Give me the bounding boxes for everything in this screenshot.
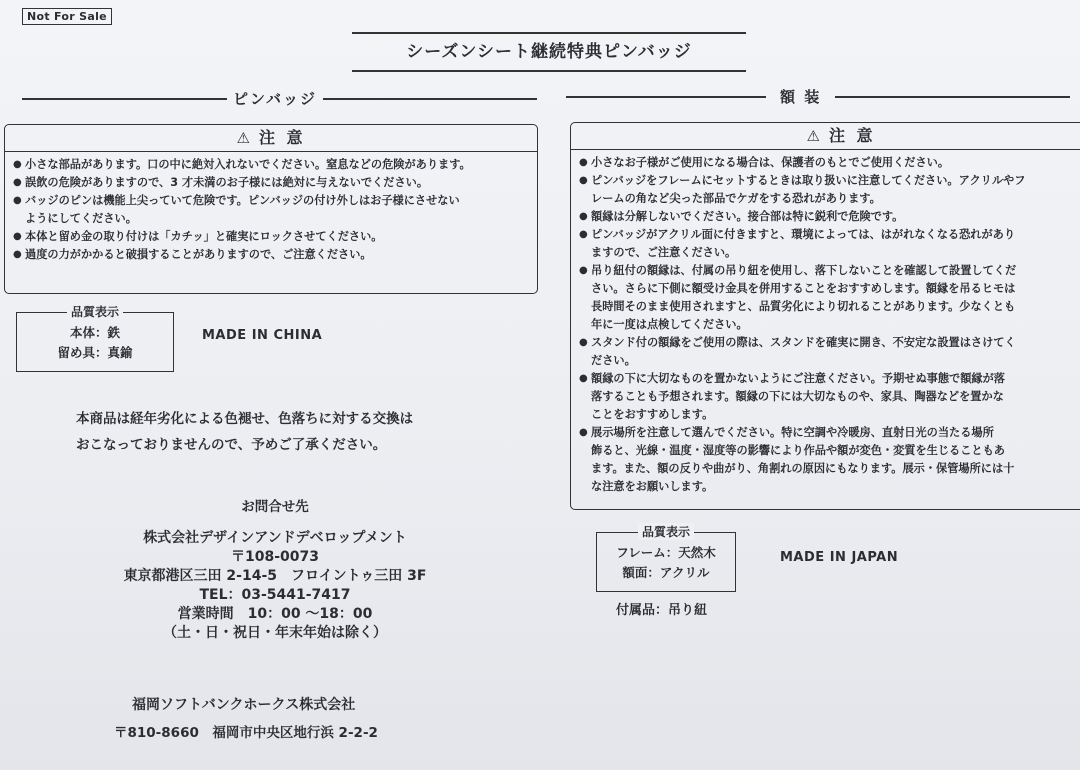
caution-item: ● 小さな部品があります。口の中に絶対入れないでください。窒息などの危険があります。 xyxy=(13,156,537,174)
frame-section-heading xyxy=(566,86,1070,107)
caution-item: ● 本体と留め金の取り付けは「カチッ」と確実にロックさせてください。 xyxy=(13,228,537,246)
caution-item-continued: ださい。 xyxy=(591,354,636,367)
caution-item: ● バッジのピンは機能上尖っていて危険です。ピンバッジの付け外しはお子様にさせない xyxy=(13,192,537,210)
caution-item-continued: ようにしてください。 xyxy=(25,212,137,225)
quality-label: 品質表示 xyxy=(67,303,123,320)
contact-heading: お問合せ先 xyxy=(241,499,309,515)
organization-name: 福岡ソフトバンクホークス株式会社 xyxy=(132,697,356,713)
caution-item-continued: ます。また、額の反りや曲がり、角割れの原因にもなります。展示・保管場所には十 xyxy=(591,462,1015,475)
section-heading-text: 額 装 xyxy=(780,88,822,106)
caution-item-continued: ことをおすすめします。 xyxy=(591,408,714,421)
contact-address: 東京都港区三田 2-14-5 フロイントゥ三田 3F xyxy=(123,568,427,584)
caution-item-continued: レームの角など尖った部品でケガをする恐れがあります。 xyxy=(591,192,881,205)
heading-rule xyxy=(22,98,227,100)
caution-item: ● 展示場所を注意して選んでください。特に空調や冷暖房、直射日光の当たる場所 xyxy=(579,424,1080,442)
caution-item: ● ピンバッジがアクリル面に付きますと、環境によっては、はがれなくなる恐れがあり xyxy=(579,226,1080,244)
warning-icon: ⚠ xyxy=(236,129,253,147)
made-in-label: MADE IN JAPAN xyxy=(780,550,899,565)
caution-item-continued: 飾ると、光線・温度・湿度等の影響により作品や額が変色・変質を生じることもあ xyxy=(591,444,1005,457)
contact-hours: 営業時間 10：00 ～18：00 xyxy=(177,606,373,622)
caution-title xyxy=(5,125,537,152)
caution-item: ● スタンド付の額縁をご使用の際は、スタンドを確実に開き、不安定な設置はさけてく xyxy=(579,334,1080,352)
caution-item: ● 小さなお子様がご使用になる場合は、保護者のもとでご使用ください。 xyxy=(579,154,1080,172)
document-title: シーズンシート継続特典ピンバッジ xyxy=(406,42,692,62)
notice-line: 本商品は経年劣化による色褪せ、色落ちに対する交換は xyxy=(76,411,414,427)
made-in-label: MADE IN CHINA xyxy=(202,328,323,343)
notice-line: おこなっておりませんので、予めご了承ください。 xyxy=(76,437,387,453)
caution-item-continued: 落することも予想されます。額縁の下には大切なものや、家具、陶器などを置かな xyxy=(591,390,1004,403)
caution-title xyxy=(571,123,1080,150)
caution-item-continued: な注意をお願いします。 xyxy=(591,480,714,493)
caution-item: ● ピンバッジをフレームにセットするときは取り扱いに注意してください。アクリルやフ xyxy=(579,172,1080,190)
caution-list xyxy=(571,154,1080,496)
contact-closed-days: （土・日・祝日・年末年始は除く） xyxy=(163,625,387,641)
quality-line: 留め具：真鍮 xyxy=(57,345,133,360)
contact-zip: 〒108-0073 xyxy=(231,549,319,565)
frame-caution-box xyxy=(570,122,1080,510)
quality-line: フレーム：天然木 xyxy=(616,545,716,560)
contact-company: 株式会社デザインアンドデベロップメント xyxy=(143,530,407,546)
heading-rule xyxy=(323,98,537,100)
organization-address: 〒810-8660 福岡市中央区地行浜 2-2-2 xyxy=(114,725,378,741)
caution-item: ● 吊り紐付の額縁は、付属の吊り紐を使用し、落下しないことを確認して設置してくだ xyxy=(579,262,1080,280)
pin-badge-quality-box xyxy=(16,305,174,372)
quality-line: 本体：鉄 xyxy=(69,325,120,340)
pin-badge-section-heading xyxy=(22,88,537,109)
pin-badge-caution-box xyxy=(4,124,538,294)
warning-icon: ⚠ xyxy=(806,127,823,145)
heading-rule xyxy=(566,96,766,98)
caution-item-continued: さい。さらに下側に額受け金具を併用することをおすすめします。額縁を吊るヒモは xyxy=(591,282,1016,295)
caution-item: ● 過度の力がかかると破損することがありますので、ご注意ください。 xyxy=(13,246,537,264)
caution-item: ● 額縁の下に大切なものを置かないようにご注意ください。予期せぬ事態で額縁が落 xyxy=(579,370,1080,388)
accessory-label: 付属品：吊り紐 xyxy=(616,603,708,618)
caution-item-continued: 長時間そのまま使用されますと、品質劣化により切れることがあります。少なくとも xyxy=(591,300,1016,313)
caution-item: ● 額縁は分解しないでください。接合部は特に鋭利で危険です。 xyxy=(579,208,1080,226)
caution-list xyxy=(5,156,537,264)
caution-title-text: 注 意 xyxy=(258,128,306,147)
section-heading-text: ピンバッジ xyxy=(233,90,317,108)
quality-line: 額面：アクリル xyxy=(622,565,710,580)
frame-quality-box xyxy=(596,525,736,592)
caution-title-text: 注 意 xyxy=(828,126,876,145)
heading-rule xyxy=(835,96,1070,98)
caution-item: ● 誤飲の危険がありますので、3 才未満のお子様には絶対に与えないでください。 xyxy=(13,174,537,192)
notice-text xyxy=(76,406,413,458)
not-for-sale-badge: Not For Sale xyxy=(22,8,112,25)
quality-label: 品質表示 xyxy=(638,523,694,540)
title-banner xyxy=(352,32,746,72)
caution-item-continued: ますので、ご注意ください。 xyxy=(591,246,737,259)
contact-phone: TEL：03-5441-7417 xyxy=(199,587,351,603)
caution-item-continued: 年に一度は点検してください。 xyxy=(591,318,748,331)
contact-block xyxy=(80,498,470,643)
